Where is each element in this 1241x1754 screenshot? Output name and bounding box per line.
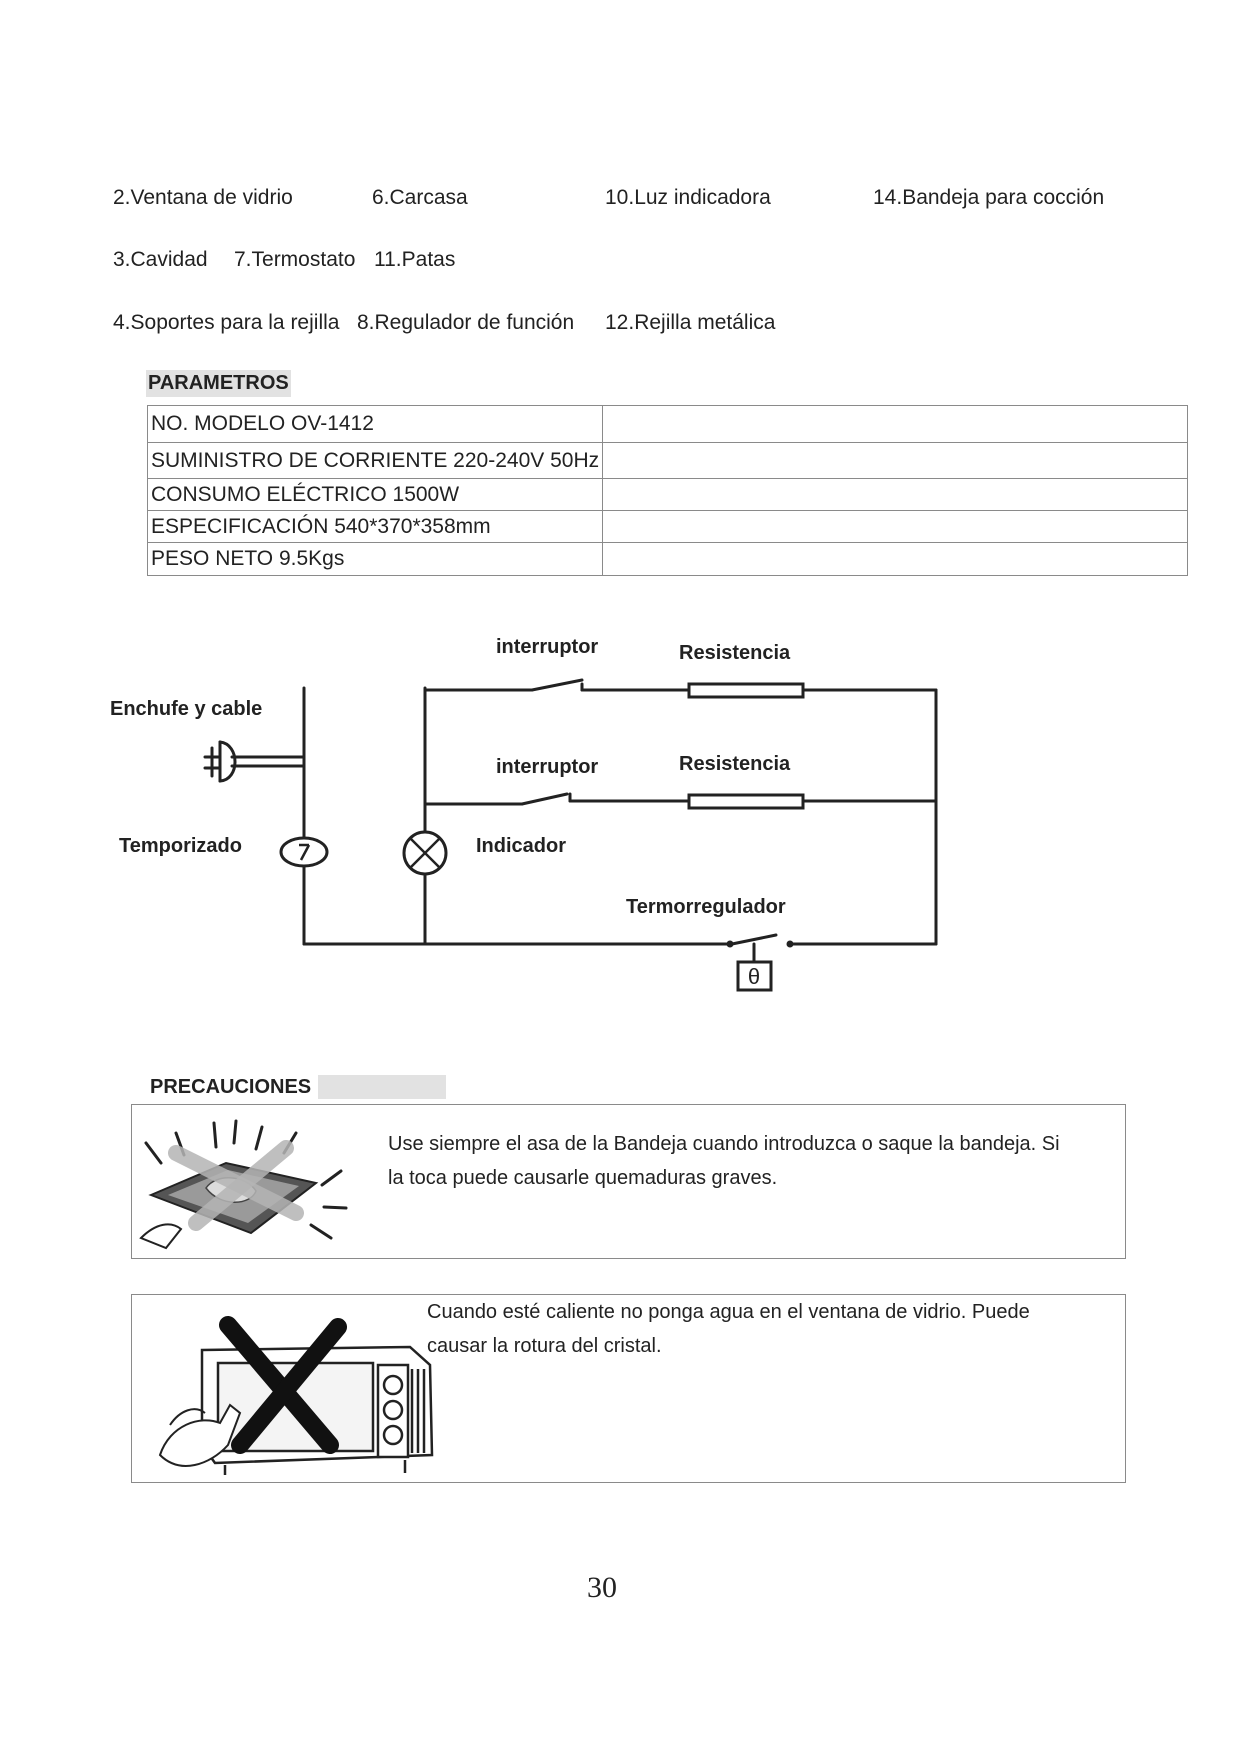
precaution-1-line-1: Use siempre el asa de la Bandeja cuando introduzca o saque la bandeja. Si	[388, 1133, 1060, 1155]
label-resistor-bottom: Resistencia	[679, 753, 791, 775]
part-item-11: 11.Patas	[374, 248, 456, 271]
parameters-cell	[148, 479, 603, 511]
parameters-cell	[148, 443, 603, 479]
page-number: 30	[587, 1571, 617, 1604]
parameters-cell-empty	[603, 479, 1188, 511]
precaution-2-text	[427, 1295, 1030, 1363]
parameters-row	[148, 543, 1188, 576]
parameters-cell	[148, 511, 603, 543]
label-timer: Temporizado	[119, 835, 242, 857]
part-item-14: 14.Bandeja para cocción	[873, 186, 1105, 209]
precaution-1-line-2: la toca puede causarle quemaduras graves.	[388, 1167, 778, 1189]
label-switch-bottom: interruptor	[496, 756, 599, 778]
label-plug-cable: Enchufe y cable	[110, 698, 263, 720]
parameters-cell-empty	[603, 543, 1188, 576]
precaution-box-2	[131, 1294, 1126, 1483]
thermostat-sensor-icon	[738, 962, 771, 990]
label-indicator: Indicador	[476, 835, 567, 857]
hot-tray-warning-icon	[136, 1113, 371, 1253]
parameters-net-weight: PESO NETO 9.5Kgs	[151, 547, 345, 570]
precaution-2-line-2: causar la rotura del cristal.	[427, 1335, 662, 1357]
precautions-title-shade	[318, 1075, 446, 1099]
timer-icon	[281, 838, 327, 866]
indicator-lamp-icon	[404, 832, 446, 874]
label-thermostat: Termorregulador	[626, 896, 786, 918]
parameters-table	[147, 405, 1188, 576]
part-item-8: 8.Regulador de función	[357, 311, 575, 334]
parameters-model: NO. MODELO OV-1412	[151, 412, 374, 435]
parameters-power-supply: SUMINISTRO DE CORRIENTE 220-240V 50Hz	[151, 448, 600, 472]
part-item-3: 3.Cavidad	[113, 248, 208, 271]
parameters-specification: ESPECIFICACIÓN 540*370*358mm	[151, 514, 491, 538]
parameters-title: PARAMETROS	[146, 370, 291, 397]
label-switch-top: interruptor	[496, 636, 599, 658]
precaution-1-text	[388, 1127, 1060, 1195]
resistor-bottom-icon	[689, 795, 803, 808]
part-item-12: 12.Rejilla metálica	[605, 311, 776, 334]
part-item-2: 2.Ventana de vidrio	[113, 186, 293, 209]
part-item-6: 6.Carcasa	[372, 186, 468, 209]
parameters-cell-empty	[603, 406, 1188, 443]
parameters-cell-empty	[603, 511, 1188, 543]
parameters-consumption: CONSUMO ELÉCTRICO 1500W	[151, 482, 460, 506]
resistor-top-icon	[689, 684, 803, 697]
precaution-2-line-1: Cuando esté caliente no ponga agua en el ventana de vidrio. Puede	[427, 1301, 1030, 1323]
label-resistor-top: Resistencia	[679, 642, 791, 664]
parameters-row	[148, 511, 1188, 543]
parameters-row	[148, 443, 1188, 479]
part-item-4: 4.Soportes para la rejilla	[113, 311, 340, 334]
parameters-cell	[148, 406, 603, 443]
parameters-row	[148, 406, 1188, 443]
parameters-row	[148, 479, 1188, 511]
precaution-box-1	[131, 1104, 1126, 1259]
thermostat-symbol: θ	[747, 964, 761, 989]
wiring-diagram	[0, 600, 1241, 1020]
oven-water-warning-icon	[140, 1305, 460, 1475]
part-item-10: 10.Luz indicadora	[605, 186, 771, 209]
parameters-cell-empty	[603, 443, 1188, 479]
part-item-7: 7.Termostato	[234, 248, 356, 271]
parameters-cell	[148, 543, 603, 576]
precautions-title: PRECAUCIONES	[150, 1076, 312, 1098]
